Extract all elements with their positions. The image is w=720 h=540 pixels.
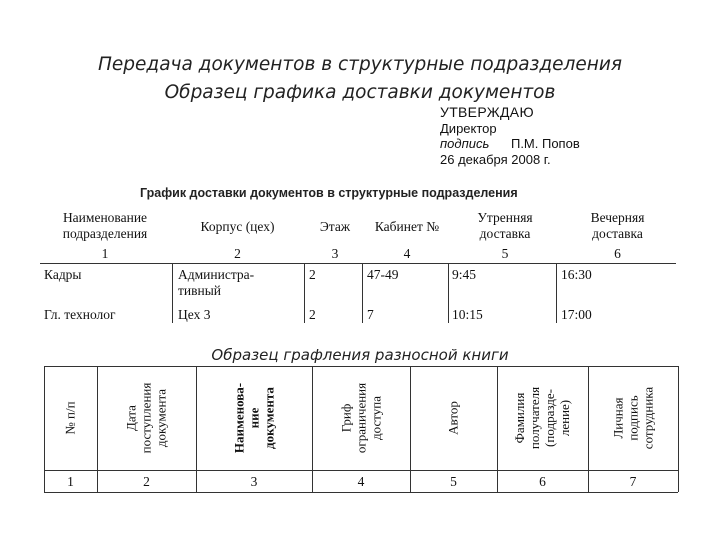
cell-unit: Гл. технолог [44,307,116,322]
journal-header-border [44,470,678,471]
cell-evening: 17:00 [561,307,592,322]
approval-heading: УТВЕРЖДАЮ [440,104,534,120]
journal-header-cell [124,383,169,454]
column-divider [556,263,557,323]
journal-header-line: подпись [625,395,641,441]
journal-header-line: (подразде- [542,389,557,447]
header-morning-line2: доставка [479,226,531,241]
journal-header-line: ние [246,407,262,429]
col-number: 5 [501,246,509,261]
approval-position: Директор [440,120,497,136]
journal-header-line: ление) [557,399,572,437]
col-number: 2 [234,246,241,261]
cell-building [178,267,254,299]
cell-morning: 9:45 [452,267,477,282]
approval-signature-line [440,136,580,152]
journal-col-number: 5 [450,474,457,489]
column-divider [362,263,363,323]
cell-morning: 10:15 [452,307,483,322]
journal-header-line: документа [261,387,277,449]
cell-unit: Кадры [44,267,82,282]
cell-room: 47-49 [367,267,399,282]
journal-col-number: 2 [143,474,150,489]
journal-col-number: 1 [67,474,74,489]
signature-label: подпись [440,136,490,151]
journal-header-cell [63,401,78,434]
journal-col-number: 6 [539,474,546,489]
header-room: Кабинет № [374,219,440,234]
journal-header-line: документа [153,388,169,448]
journal-header-line: № п/п [62,401,78,435]
col-number: 3 [331,246,339,261]
header-evening-line1: Вечерняя [590,210,645,225]
signer-name: П.М. Попов [510,136,580,151]
journal-col-number: 4 [357,474,365,489]
journal-header-cell [339,383,384,453]
journal-col-number: 3 [250,474,258,489]
slide-title-line2: Образец графика доставки документов [164,82,556,103]
approval-block [440,105,580,167]
journal-header-line: Наименова- [231,382,247,454]
cell-floor: 2 [309,307,316,322]
column-divider [304,263,305,323]
schedule-title: График доставки документов в структурные подразделения [140,186,518,200]
column-divider [172,263,173,323]
header-morning [450,210,560,242]
journal-header-line: сотрудника [640,386,656,450]
col-number: 4 [403,246,411,261]
journal-title: Образец графления разносной книги [211,346,509,364]
column-divider [448,263,449,323]
header-morning-line1: Утренняя [477,210,533,225]
cell-building: Цех 3 [178,307,211,322]
header-floor: Этаж [319,219,351,234]
cell-building-line2: тивный [178,283,222,298]
journal-header-cell [446,401,461,435]
approval-date: 26 декабря 2008 г. [440,151,551,167]
cell-floor: 2 [309,267,316,282]
journal-header-cell [512,387,572,449]
header-evening [560,210,675,242]
header-unit [40,210,170,242]
journal-header-line: Личная [610,397,626,439]
cell-building-line1: Администра- [178,267,255,282]
journal-col-number: 7 [629,474,637,489]
col-number: 6 [614,246,621,261]
journal-header-line: Гриф [338,403,354,433]
journal-header-line: Дата [123,405,139,431]
row-divider [40,263,676,264]
cell-room: 7 [367,307,374,322]
journal-header-line: поступления [138,382,154,454]
col-number: 1 [101,246,109,261]
header-unit-line1: Наименование [62,210,148,225]
journal-header-cell [611,387,656,449]
header-unit-line2: подразделения [62,226,148,241]
slide-title-line1: Передача документов в структурные подразделения [97,54,623,75]
journal-top-border [44,366,678,367]
journal-header-line: получателя [527,386,542,450]
journal-bottom-border [44,492,678,493]
journal-header-line: ограничения [353,382,369,454]
header-evening-line2: доставка [592,226,643,241]
journal-header-line: Автор [445,401,461,435]
cell-evening: 16:30 [561,267,592,282]
header-building: Корпус (цех) [200,219,275,234]
journal-header-line: доступа [368,396,384,440]
journal-header-line: Фамилия [512,392,527,444]
journal-divider [678,366,679,492]
journal-header-cell [232,383,277,453]
